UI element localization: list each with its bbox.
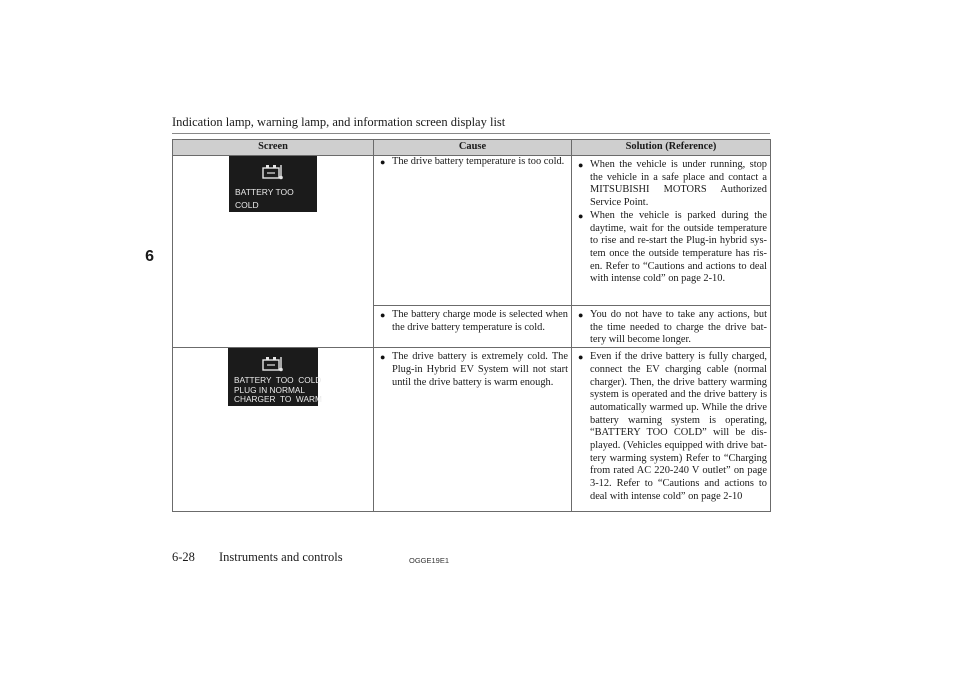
solution-item [572, 210, 770, 286]
cause-cell [374, 348, 572, 512]
solution-cell [572, 306, 771, 348]
display-line: CHARGER TO WARM [234, 394, 322, 405]
column-header-cause: Cause [374, 140, 572, 156]
bullet-icon: ● [380, 310, 386, 320]
chapter-number: 6 [145, 248, 154, 265]
solution-text: Even if the drive battery is fully charged, connect the EV charging cable (normal charger). Then, the drive battery warming system is operated and the drive battery is automatically warmed up. While the drive battery warning system is operating, “BATTERY TOO COLD” will be dis-played. (Vehicles equipped with drive bat-tery warming system) Refer to “Charging from rated AC 220-240 V outlet” on page 3-12. Refer to “Cautions and actions to deal with intense cold” on page 2-10 [590, 351, 767, 502]
cause-item [374, 309, 571, 334]
cause-text: The drive battery is extremely cold. The Plug-in Hybrid EV System will not start until the drive battery is warm enough. [392, 351, 568, 388]
screen-cell-battery-too-cold-plug-in [173, 348, 374, 512]
battery-temperature-icon [262, 162, 284, 180]
page-header-title: Indication lamp, warning lamp, and information screen display list [172, 115, 506, 129]
bullet-icon: ● [380, 157, 386, 167]
cause-text: The drive battery temperature is too cold. [392, 156, 565, 167]
display-line: PLUG IN NORMAL [234, 384, 305, 395]
table-row [173, 348, 771, 512]
chapter-tab [0, 243, 166, 271]
solution-cell [572, 348, 771, 512]
page-number: 6-28 [172, 550, 195, 564]
cause-item [374, 156, 571, 169]
cause-item [374, 351, 571, 389]
table-row [173, 156, 771, 306]
solution-item [572, 351, 770, 503]
cause-cell [374, 156, 572, 306]
solution-item [572, 159, 770, 210]
cause-text: The battery charge mode is selected when the drive battery temperature is cold. [392, 309, 568, 333]
table-header-row [173, 140, 771, 156]
battery-temperature-icon [262, 354, 284, 372]
battery-too-cold-display [229, 156, 317, 212]
display-line: BATTERY TOO COLD [235, 187, 294, 210]
solution-cell [572, 156, 771, 306]
bullet-icon: ● [578, 160, 584, 170]
bullet-icon: ● [578, 310, 584, 320]
solution-text: When the vehicle is parked during the daytime, wait for the outside temperature to rise and re-start the Plug-in hybrid sys-tem once the outside temperature has ris-en. Refer to “Cautions and actions to deal with intense cold” on page 2-10. [590, 209, 767, 285]
document-code: OGGE19E1 [409, 556, 450, 565]
solution-text: When the vehicle is under running, stop the vehicle in a safe place and contact a MITSUBISHI MOTORS Authorized Service Point. [590, 159, 767, 209]
cause-cell [374, 306, 572, 348]
screen-cell-battery-too-cold [173, 156, 374, 348]
column-header-screen: Screen [173, 140, 374, 156]
display-line: BATTERY TOO COLD [234, 375, 322, 386]
bullet-icon: ● [578, 352, 584, 363]
display-list-table [172, 139, 771, 512]
solution-item [572, 309, 770, 347]
solution-text: You do not have to take any actions, but the time needed to charge the drive bat-tery will become longer. [590, 309, 767, 346]
header-rule [172, 133, 770, 134]
section-title: Instruments and controls [219, 550, 343, 564]
column-header-solution: Solution (Reference) [572, 140, 771, 156]
bullet-icon: ● [380, 352, 386, 363]
battery-too-cold-plug-in-display [228, 348, 322, 406]
bullet-icon: ● [578, 210, 584, 221]
